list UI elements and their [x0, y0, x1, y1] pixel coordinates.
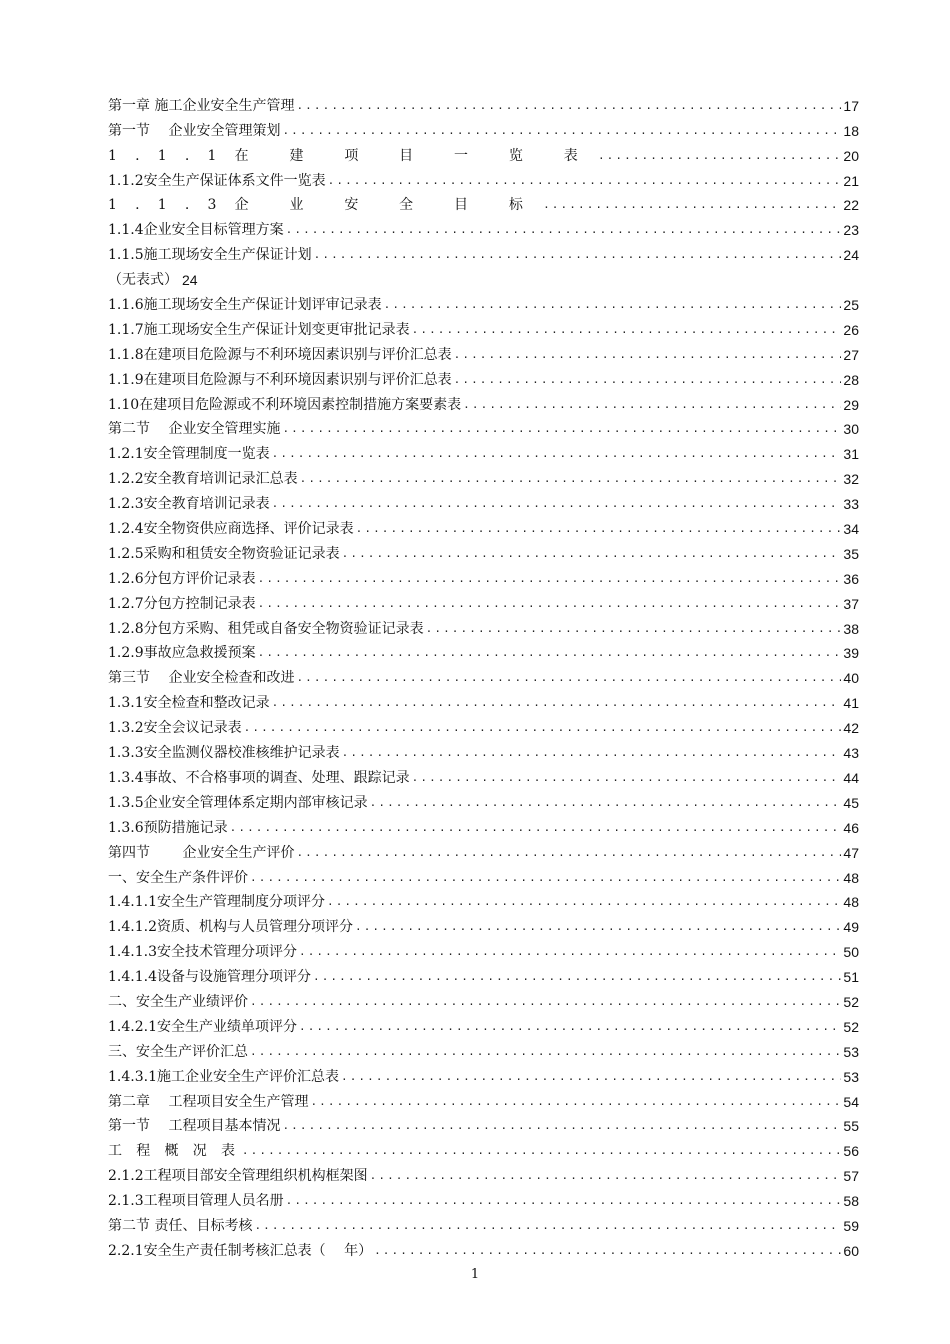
toc-entry-title: 1.4.1.3安全技术管理分项评分 [108, 944, 297, 961]
dot-leader [282, 1117, 841, 1135]
toc-entry-title: 1.2.7分包方控制记录表 [108, 595, 256, 612]
dot-leader [341, 1068, 841, 1086]
toc-entry-page: 28 [843, 371, 859, 388]
toc-entry-title: 1.4.1.1安全生产管理制度分项评分 [108, 894, 325, 911]
toc-entry[interactable] [108, 1185, 859, 1210]
toc-entry-title: 1.2.2安全教育培训记录汇总表 [108, 471, 298, 488]
toc-entry[interactable] [108, 588, 859, 613]
toc-entry[interactable] [108, 314, 859, 339]
toc-entry-title: 1.4.2.1安全生产业绩单项评分 [108, 1018, 297, 1035]
toc-entry-page: 27 [843, 346, 859, 363]
toc-entry-page: 30 [843, 421, 859, 438]
toc-entry-page: 52 [843, 993, 859, 1010]
toc-entry-page: 43 [843, 745, 859, 762]
toc-entry-page: 46 [843, 819, 859, 836]
toc-entry-title: 1.1.4企业安全目标管理方案 [108, 222, 284, 239]
toc-entry[interactable] [108, 662, 859, 687]
toc-entry-page: 18 [843, 122, 859, 139]
dot-leader [342, 744, 842, 762]
dot-leader [254, 1217, 841, 1235]
toc-entry-page: 17 [843, 97, 859, 114]
toc-entry-page: 35 [843, 545, 859, 562]
table-of-contents [108, 90, 859, 1260]
toc-entry-page: 34 [843, 521, 859, 538]
toc-entry-title: 第一章 施工企业安全生产管理 [108, 97, 295, 114]
toc-entry[interactable] [108, 438, 859, 463]
toc-entry[interactable] [108, 264, 859, 289]
dot-leader [286, 1192, 842, 1210]
dot-leader [250, 993, 841, 1011]
toc-entry-page: 41 [843, 695, 859, 712]
toc-entry[interactable] [108, 687, 859, 712]
toc-entry-page: 50 [843, 944, 859, 961]
toc-entry-page: 33 [843, 496, 859, 513]
dot-leader [296, 669, 841, 687]
toc-entry-title: 第三节 企业安全检查和改进 [108, 670, 295, 687]
toc-entry-page: 32 [843, 471, 859, 488]
toc-entry[interactable] [108, 1036, 859, 1061]
dot-leader [314, 246, 842, 264]
toc-entry-title: （无表式） [108, 272, 178, 289]
toc-entry[interactable] [108, 190, 859, 215]
toc-entry-page: 29 [843, 396, 859, 413]
toc-entry-title: 2.1.2工程项目部安全管理组织机构框架图 [108, 1168, 368, 1185]
toc-entry[interactable] [108, 1061, 859, 1086]
dot-leader [272, 445, 842, 463]
dot-leader [327, 893, 841, 911]
toc-entry[interactable] [108, 638, 859, 663]
toc-entry-page: 38 [843, 620, 859, 637]
toc-entry[interactable] [108, 563, 859, 588]
toc-entry-title: 1.4.3.1施工企业安全生产评价汇总表 [108, 1068, 339, 1085]
dot-leader [244, 719, 842, 737]
toc-entry[interactable] [108, 339, 859, 364]
toc-entry-title: 1.3.3安全监测仪器校准核维护记录表 [108, 745, 340, 762]
toc-entry-title: 1.2.4安全物资供应商选择、评价记录表 [108, 521, 354, 538]
toc-entry[interactable] [108, 538, 859, 563]
toc-entry-title: 一、安全生产条件评价 [108, 869, 248, 886]
dot-leader [328, 172, 842, 190]
toc-entry-page: 58 [843, 1193, 859, 1210]
dot-leader [282, 122, 841, 140]
toc-entry[interactable] [108, 812, 859, 837]
toc-entry-title: 第一节 企业安全管理策划 [108, 122, 281, 139]
dot-leader [242, 1142, 842, 1160]
toc-entry[interactable] [108, 837, 859, 862]
toc-entry[interactable] [108, 911, 859, 936]
toc-entry-title: 1.1.8在建项目危险源与不利环境因素识别与评价汇总表 [108, 346, 452, 363]
toc-entry[interactable] [108, 1160, 859, 1185]
toc-entry[interactable] [108, 1210, 859, 1235]
dot-leader [250, 869, 841, 887]
dot-leader [598, 147, 841, 165]
dot-leader [272, 495, 842, 513]
toc-entry-title: 1.2.5采购和租赁安全物资验证记录表 [108, 545, 340, 562]
toc-entry-page: 55 [843, 1118, 859, 1135]
toc-entry-page: 40 [843, 670, 859, 687]
dot-leader [412, 769, 842, 787]
toc-entry[interactable] [108, 762, 859, 787]
dot-leader [384, 296, 842, 314]
toc-entry[interactable] [108, 214, 859, 239]
toc-entry-title: 2.1.3工程项目管理人员名册 [108, 1193, 284, 1210]
toc-entry-page: 53 [843, 1068, 859, 1085]
toc-entry[interactable] [108, 389, 859, 414]
dot-leader [310, 1093, 841, 1111]
toc-entry-title: 1.1.9在建项目危险源与不利环境因素识别与评价汇总表 [108, 371, 452, 388]
toc-entry-page: 49 [843, 919, 859, 936]
toc-entry-title: 1.2.1安全管理制度一览表 [108, 446, 270, 463]
toc-entry[interactable] [108, 936, 859, 961]
page-number: 1 [470, 1267, 480, 1282]
toc-entry-page: 52 [843, 1018, 859, 1035]
toc-entry-page: 26 [843, 321, 859, 338]
toc-entry-title: 1.1.1在 建 项 目 一 览 表 [108, 147, 596, 164]
toc-entry[interactable] [108, 862, 859, 887]
dot-leader [463, 396, 841, 414]
dot-leader [370, 794, 842, 812]
toc-entry-page: 57 [843, 1168, 859, 1185]
dot-leader [299, 1018, 841, 1036]
toc-entry[interactable] [108, 140, 859, 165]
toc-entry-page: 36 [843, 570, 859, 587]
dot-leader [258, 644, 842, 662]
toc-entry[interactable] [108, 463, 859, 488]
dot-leader [282, 420, 841, 438]
dot-leader [355, 918, 841, 936]
toc-entry-title: 2.2.1安全生产责任制考核汇总表（ 年） [108, 1242, 373, 1259]
toc-entry-page: 24 [182, 272, 198, 289]
dot-leader [286, 221, 842, 239]
toc-entry-page: 48 [843, 894, 859, 911]
dot-leader [412, 321, 842, 339]
toc-entry[interactable] [108, 90, 859, 115]
dot-leader [250, 1043, 841, 1061]
toc-entry-title: 1.10在建项目危险源或不利环境因素控制措施方案要素表 [108, 396, 462, 413]
toc-entry[interactable] [108, 887, 859, 912]
toc-entry-title: 1.3.1安全检查和整改记录 [108, 695, 270, 712]
toc-entry[interactable] [108, 364, 859, 389]
toc-entry[interactable] [108, 1011, 859, 1036]
toc-entry[interactable] [108, 165, 859, 190]
toc-entry-title: 1.1.7施工现场安全生产保证计划变更审批记录表 [108, 321, 410, 338]
toc-entry-page: 22 [843, 197, 859, 214]
toc-entry-title: 1.2.8分包方采购、租凭或自备安全物资验证记录表 [108, 620, 424, 637]
toc-entry-title: 1.3.2安全会议记录表 [108, 720, 242, 737]
dot-leader [272, 694, 842, 712]
toc-entry[interactable] [108, 1235, 859, 1260]
toc-entry-title: 1.3.4事故、不合格事项的调查、处理、跟踪记录 [108, 769, 410, 786]
toc-entry-title: 第四节 企业安全生产评价 [108, 844, 295, 861]
toc-entry-page: 31 [843, 446, 859, 463]
toc-entry-page: 48 [843, 869, 859, 886]
toc-entry-title: 1.2.9事故应急救援预案 [108, 645, 256, 662]
toc-entry-page: 45 [843, 794, 859, 811]
dot-leader [300, 470, 842, 488]
toc-entry-title: 第二章 工程项目安全生产管理 [108, 1093, 309, 1110]
toc-entry-title: 1.3.5企业安全管理体系定期内部审核记录 [108, 794, 368, 811]
toc-entry-title: 第二节 责任、目标考核 [108, 1217, 253, 1234]
toc-entry-page: 60 [843, 1242, 859, 1259]
toc-entry-page: 23 [843, 222, 859, 239]
toc-entry-page: 51 [843, 969, 859, 986]
dot-leader [296, 844, 841, 862]
toc-entry-page: 54 [843, 1093, 859, 1110]
dot-leader [258, 595, 842, 613]
toc-entry[interactable] [108, 115, 859, 140]
toc-entry[interactable] [108, 488, 859, 513]
toc-entry-title: 工 程 概 况 表 [108, 1143, 240, 1160]
dot-leader [426, 620, 842, 638]
toc-entry[interactable] [108, 737, 859, 762]
dot-leader [374, 1242, 841, 1260]
toc-entry[interactable] [108, 787, 859, 812]
toc-entry-title: 1.4.1.4设备与设施管理分项评分 [108, 969, 311, 986]
toc-entry[interactable] [108, 712, 859, 737]
dot-leader [454, 371, 842, 389]
dot-leader [299, 943, 841, 961]
toc-entry-page: 59 [843, 1217, 859, 1234]
toc-entry[interactable] [108, 961, 859, 986]
toc-entry-page: 39 [843, 645, 859, 662]
toc-entry-page: 53 [843, 1043, 859, 1060]
toc-entry-page: 42 [843, 720, 859, 737]
toc-entry[interactable] [108, 613, 859, 638]
dot-leader [258, 570, 842, 588]
toc-entry-page: 20 [843, 147, 859, 164]
toc-entry-page: 24 [843, 247, 859, 264]
toc-entry[interactable] [108, 239, 859, 264]
toc-entry[interactable] [108, 986, 859, 1011]
dot-leader [370, 1167, 842, 1185]
toc-entry-page: 47 [843, 844, 859, 861]
dot-leader [230, 819, 842, 837]
dot-leader [296, 97, 841, 115]
toc-entry-title: 1.2.3安全教育培训记录表 [108, 496, 270, 513]
toc-entry-title: 1.1.6施工现场安全生产保证计划评审记录表 [108, 297, 382, 314]
toc-entry[interactable] [108, 1135, 859, 1160]
toc-entry-title: 1.1.5施工现场安全生产保证计划 [108, 247, 312, 264]
toc-entry-page: 25 [843, 297, 859, 314]
toc-entry-title: 1.4.1.2资质、机构与人员管理分项评分 [108, 919, 353, 936]
dot-leader [313, 968, 841, 986]
toc-entry-title: 二、安全生产业绩评价 [108, 993, 248, 1010]
toc-entry-title: 1.3.6预防措施记录 [108, 819, 228, 836]
toc-entry-page: 44 [843, 769, 859, 786]
toc-entry-page: 21 [843, 172, 859, 189]
toc-entry-title: 1.2.6分包方评价记录表 [108, 570, 256, 587]
toc-entry-title: 三、安全生产评价汇总 [108, 1043, 248, 1060]
toc-entry[interactable] [108, 289, 859, 314]
dot-leader [342, 545, 842, 563]
dot-leader [454, 346, 842, 364]
toc-entry-title: 1.1.3企 业 安 全 目 标 [108, 197, 542, 214]
toc-entry-title: 第一节 工程项目基本情况 [108, 1118, 281, 1135]
toc-entry[interactable] [108, 1086, 859, 1111]
toc-entry[interactable] [108, 513, 859, 538]
toc-entry-title: 1.1.2安全生产保证体系文件一览表 [108, 172, 326, 189]
dot-leader [356, 520, 842, 538]
dot-leader [543, 196, 841, 214]
toc-entry-page: 37 [843, 595, 859, 612]
toc-entry-title: 第二节 企业安全管理实施 [108, 421, 281, 438]
toc-entry[interactable] [108, 1111, 859, 1136]
toc-entry-page: 56 [843, 1143, 859, 1160]
toc-entry[interactable] [108, 414, 859, 439]
